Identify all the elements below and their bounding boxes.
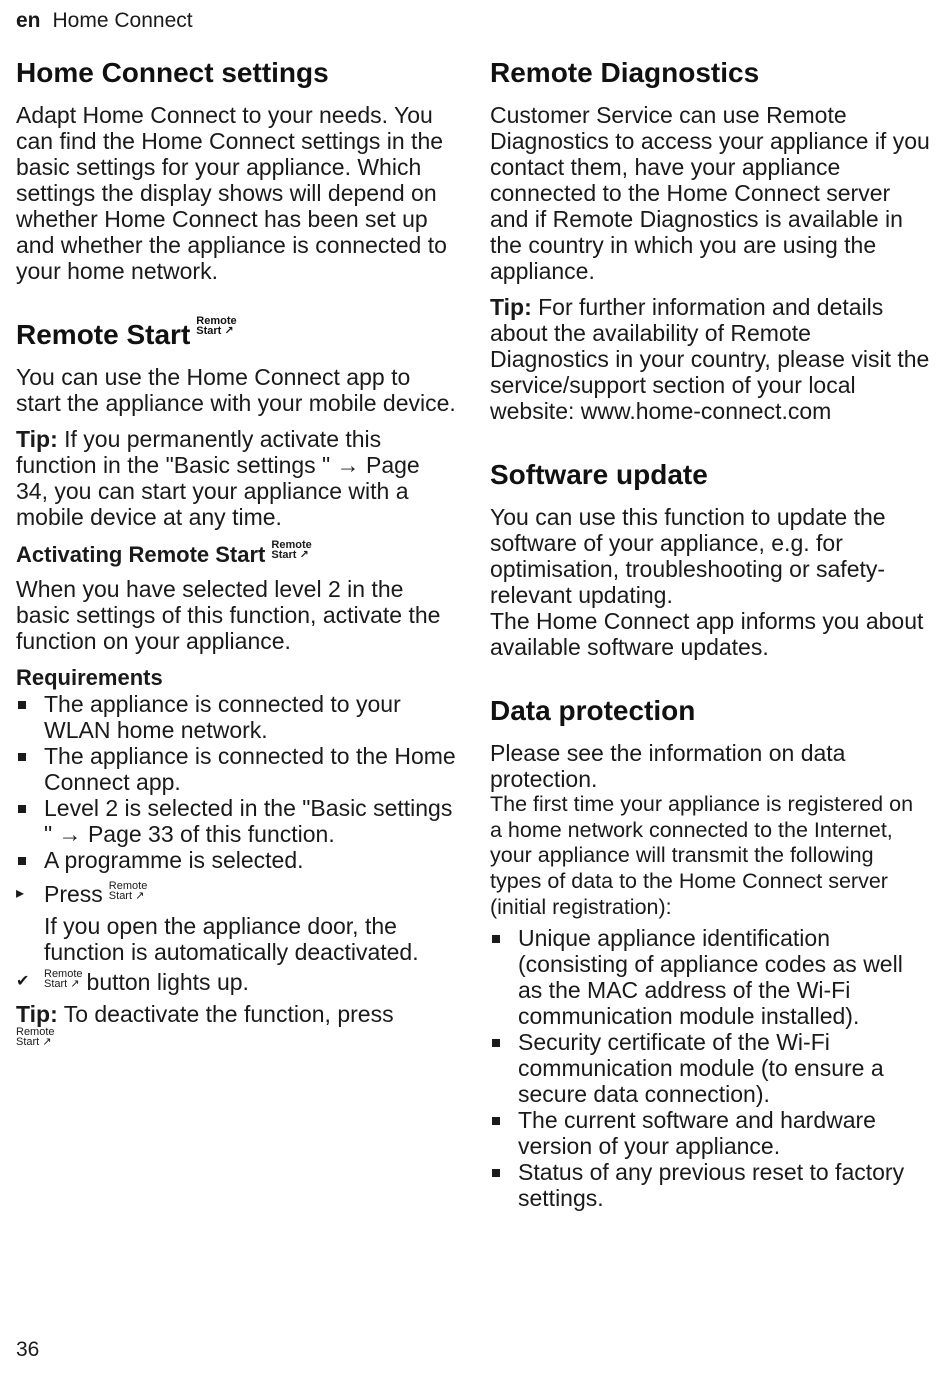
list-item: Security certificate of the Wi-Fi communication module (to ensure a secure data connection).	[490, 1029, 930, 1107]
right-column	[490, 54, 930, 1219]
list-item: The current software and hardware version of your appliance.	[490, 1107, 930, 1159]
data-protection-details: The first time your appliance is registered on a home network connected to the Internet, your appliance will transmit the following types of data to the Home Connect server (initial registration):	[490, 792, 914, 919]
running-header	[16, 9, 193, 33]
list-item: Status of any previous reset to factory settings.	[490, 1159, 930, 1211]
data-protection-heading: Data protection	[490, 695, 696, 726]
requirements-list	[16, 691, 456, 873]
software-update-note: The Home Connect app informs you about available software updates.	[490, 608, 924, 660]
tip-deactivate: Tip: To deactivate the function, press Remote Start ↗	[16, 1001, 394, 1048]
remote-start-icon: Remote Start ↗	[271, 539, 312, 561]
left-column	[16, 54, 456, 1063]
data-protection-body: Please see the information on data protection.	[490, 740, 846, 792]
activating-body: When you have selected level 2 in the basic settings of this function, activate the function on your appliance.	[16, 576, 441, 654]
diagnostics-heading: Remote Diagnostics	[490, 57, 760, 88]
remote-start-heading: Remote Start Remote Start ↗	[16, 315, 237, 350]
diagnostics-body: Customer Service can use Remote Diagnostics to access your appliance if you contact them, have your appliance connected to the Home Connect server and if Remote Diagnostics is available in the country in which you are using the appliance.	[490, 102, 930, 284]
list-item: The appliance is connected to your WLAN home network.	[16, 691, 456, 743]
remote-start-icon: Remote Start ↗	[196, 315, 237, 337]
software-update-body: You can use this function to update the software of your appliance, e.g. for optimisation, troubleshooting or safety-relevant updating.	[490, 504, 886, 608]
remote-start-icon: Remote Start ↗	[44, 968, 83, 990]
arrow-right-icon: ▸	[16, 885, 25, 902]
remote-start-icon: Remote Start ↗	[108, 880, 148, 902]
remote-start-icon: Remote Start ↗	[16, 1026, 55, 1048]
door-note: If you open the appliance door, the function is automatically deactivated.	[44, 913, 419, 965]
language-code: en	[16, 9, 41, 32]
instruction-step: ▸ Press Remote Start ↗	[16, 880, 148, 907]
data-list	[490, 925, 930, 1211]
list-item: Unique appliance identification (consisting of appliance codes as well as the MAC address of the Wi-Fi communication module installed).	[490, 925, 930, 1029]
remote-start-body: You can use the Home Connect app to start the appliance with your mobile device.	[16, 364, 456, 416]
result-step: ✔ Remote Start ↗ button lights up.	[16, 968, 249, 995]
checkmark-icon: ✔	[16, 973, 30, 990]
software-update-heading: Software update	[490, 459, 708, 490]
section-name: Home Connect	[52, 9, 193, 32]
tip-permanent-activation: Tip: If you permanently activate this function in the "Basic settings " → Page 34, you can start your appliance with a mobile device at any time.	[16, 426, 420, 530]
settings-body: Adapt Home Connect to your needs. You can find the Home Connect settings in the basic settings for your appliance. Which settings the display shows will depend on whether Home Connect has been set up and whether the appliance is connected to your home network.	[16, 102, 447, 284]
list-item: Level 2 is selected in the "Basic settings " → Page 33 of this function.	[16, 795, 456, 847]
activating-heading: Activating Remote Start Remote Start ↗	[16, 539, 312, 567]
settings-heading: Home Connect settings	[16, 57, 329, 88]
tip-diagnostics: Tip: For further information and details about the availability of Remote Diagnostics in your country, please visit the service/support section of your local website: www.home-connect.com	[490, 294, 930, 424]
page-number: 36	[16, 1338, 40, 1361]
list-item: A programme is selected.	[16, 847, 456, 873]
list-item: The appliance is connected to the Home Connect app.	[16, 743, 456, 795]
requirements-heading: Requirements	[16, 665, 163, 690]
